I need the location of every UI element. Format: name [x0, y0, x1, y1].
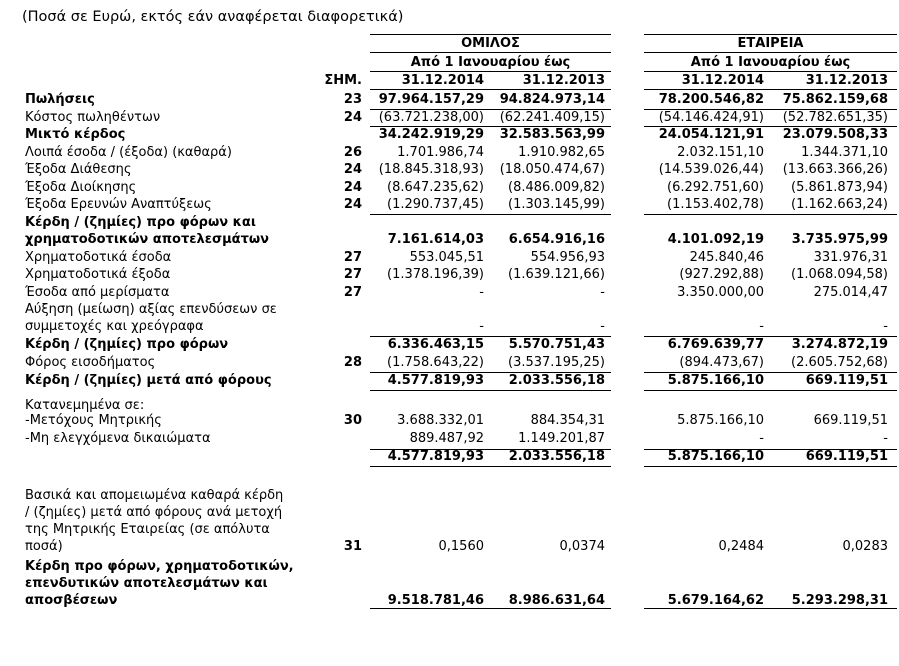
value-group-2014: 9.518.781,46 [387, 593, 484, 608]
row-label: Έσοδα από μερίσματα [25, 285, 170, 300]
value-group-2013: 1.149.201,87 [518, 431, 605, 446]
row-label: Αύξηση (μείωση) αξίας επενδύσεων σε [25, 302, 277, 317]
value-company-2013: 669.119,51 [805, 449, 888, 464]
row-label: Μικτό κέρδος [25, 127, 126, 142]
row-label: Κέρδη προ φόρων, χρηματοδοτικών, [25, 559, 294, 574]
value-company-2014: 245.840,46 [689, 250, 764, 265]
value-group-2014: (18.845.318,93) [378, 162, 484, 177]
value-group-2014: 4.577.819,93 [387, 449, 484, 464]
value-company-2014: (6.292.751,60) [667, 180, 764, 195]
row-label: ποσά) [25, 539, 63, 554]
row-label: Κέρδη / (ζημίες) προ φόρων [25, 337, 229, 352]
rule-line [644, 449, 897, 450]
row-label: συμμετοχές και χρεόγραφα [25, 319, 204, 334]
value-group-2014: 6.336.463,15 [387, 337, 484, 352]
row-label: Κόστος πωληθέντων [25, 110, 161, 125]
value-company-2013: 0,0283 [842, 539, 888, 554]
group-period: Από 1 Ιανουαρίου έως [410, 55, 571, 70]
company-year-2014: 31.12.2014 [681, 73, 764, 88]
rule-line [644, 466, 897, 467]
row-note: 23 [343, 92, 362, 107]
rule-line [644, 390, 897, 391]
value-company-2014: 5.875.166,10 [677, 413, 764, 428]
value-company-2013: 3.274.872,19 [791, 337, 888, 352]
value-group-2013: (1.303.145,99) [508, 197, 605, 212]
rule-line [370, 214, 611, 215]
row-label: / (ζημίες) μετά από φόρους ανά μετοχή [25, 505, 283, 520]
row-note: 27 [343, 285, 362, 300]
value-company-2013: 1.344.371,10 [801, 145, 888, 160]
value-company-2014: 5.875.166,10 [667, 373, 764, 388]
rule-line [370, 466, 611, 467]
value-group-2014: - [479, 319, 484, 334]
value-company-2013: 3.735.975,99 [791, 232, 888, 247]
value-company-2013: 23.079.508,33 [782, 127, 888, 142]
rule-line [644, 372, 897, 373]
value-company-2014: 5.875.166,10 [667, 449, 764, 464]
value-company-2014: - [759, 431, 764, 446]
value-group-2014: (1.378.196,39) [387, 267, 484, 282]
value-company-2014: 3.350.000,00 [677, 285, 764, 300]
company-header: ΕΤΑΙΡΕΙΑ [737, 36, 804, 51]
row-note: 27 [343, 267, 362, 282]
rule-line [370, 109, 611, 110]
row-label: Χρηματοδοτικά έσοδα [25, 250, 172, 265]
value-company-2014: (927.292,88) [679, 267, 764, 282]
value-group-2013: 2.033.556,18 [508, 373, 605, 388]
value-group-2013: (1.639.121,66) [508, 267, 605, 282]
value-company-2013: 669.119,51 [805, 373, 888, 388]
value-group-2013: - [600, 285, 605, 300]
value-group-2014: 553.045,51 [409, 250, 484, 265]
value-company-2014: (14.539.026,44) [658, 162, 764, 177]
group-year-2013: 31.12.2013 [522, 73, 605, 88]
value-company-2014: 6.769.639,77 [667, 337, 764, 352]
row-label: επενδυτικών αποτελεσμάτων και [25, 576, 268, 591]
rule-line [644, 126, 897, 127]
value-group-2013: (8.486.009,82) [508, 180, 605, 195]
value-company-2014: 24.054.121,91 [658, 127, 764, 142]
row-note: 24 [343, 110, 362, 125]
row-label: Βασικά και απομειωμένα καθαρά κέρδη [25, 488, 284, 503]
value-group-2013: 1.910.982,65 [518, 145, 605, 160]
row-label: Κατανεμημένα σε: [25, 398, 145, 413]
rule-line [370, 126, 611, 127]
row-label: Χρηματοδοτικά έξοδα [25, 267, 171, 282]
row-note: 27 [343, 250, 362, 265]
value-group-2013: 5.570.751,43 [508, 337, 605, 352]
value-group-2014: 97.964.157,29 [378, 92, 484, 107]
value-company-2014: (54.146.424,91) [658, 110, 764, 125]
value-group-2013: (3.537.195,25) [508, 355, 605, 370]
value-group-2014: 4.577.819,93 [387, 373, 484, 388]
value-group-2013: (18.050.474,67) [499, 162, 605, 177]
value-company-2013: 331.976,31 [813, 250, 888, 265]
value-company-2014: (1.153.402,78) [667, 197, 764, 212]
rule-line [644, 214, 897, 215]
value-group-2014: (1.758.643,22) [387, 355, 484, 370]
value-group-2014: - [479, 285, 484, 300]
row-label: -Μετόχους Μητρικής [25, 413, 162, 428]
value-company-2013: (52.782.651,35) [782, 110, 888, 125]
rule-line [370, 336, 611, 337]
value-group-2014: 889.487,92 [409, 431, 484, 446]
value-company-2014: 78.200.546,82 [658, 92, 764, 107]
value-company-2013: - [883, 431, 888, 446]
rule-line [370, 372, 611, 373]
value-company-2014: 4.101.092,19 [667, 232, 764, 247]
row-note: 31 [343, 539, 362, 554]
value-company-2013: 5.293.298,31 [791, 593, 888, 608]
row-note: 28 [343, 355, 362, 370]
value-company-2013: (1.068.094,58) [791, 267, 888, 282]
value-group-2014: (1.290.737,45) [387, 197, 484, 212]
note-column-header: ΣΗΜ. [324, 73, 362, 88]
row-label: Έξοδα Διοίκησης [25, 180, 137, 195]
value-company-2014: 5.679.164,62 [667, 593, 764, 608]
row-note: 30 [343, 413, 362, 428]
value-group-2013: 32.583.563,99 [499, 127, 605, 142]
value-group-2014: 34.242.919,29 [378, 127, 484, 142]
value-group-2013: 554.956,93 [530, 250, 605, 265]
value-company-2014: 0,2484 [718, 539, 764, 554]
row-label: Λοιπά έσοδα / (έξοδα) (καθαρά) [25, 145, 232, 160]
value-group-2014: (8.647.235,62) [387, 180, 484, 195]
rule-line [644, 336, 897, 337]
value-company-2013: 669.119,51 [813, 413, 888, 428]
row-label: αποσβέσεων [25, 593, 118, 608]
value-company-2013: (5.861.873,94) [791, 180, 888, 195]
value-group-2014: 1.701.986,74 [397, 145, 484, 160]
value-group-2013: 0,0374 [559, 539, 605, 554]
row-label: Κέρδη / (ζημίες) προ φόρων και [25, 215, 256, 230]
amounts-note: (Ποσά σε Ευρώ, εκτός εάν αναφέρεται διαφορετικά) [22, 9, 404, 25]
value-group-2014: 0,1560 [438, 539, 484, 554]
rule-line [644, 109, 897, 110]
rule-line [370, 449, 611, 450]
value-group-2013: 8.986.631,64 [508, 593, 605, 608]
value-company-2013: 75.862.159,68 [782, 92, 888, 107]
value-group-2013: 94.824.973,14 [499, 92, 605, 107]
value-company-2013: (13.663.366,26) [782, 162, 888, 177]
value-company-2013: (1.162.663,24) [791, 197, 888, 212]
value-group-2014: (63.721.238,00) [378, 110, 484, 125]
row-note: 24 [343, 180, 362, 195]
value-group-2013: - [600, 319, 605, 334]
value-group-2013: 2.033.556,18 [508, 449, 605, 464]
row-label: Έξοδα Ερευνών Αναπτύξεως [25, 197, 212, 212]
company-year-2013: 31.12.2013 [805, 73, 888, 88]
row-label: Πωλήσεις [25, 92, 95, 107]
rule-line [370, 390, 611, 391]
value-group-2014: 3.688.332,01 [397, 413, 484, 428]
row-label: Φόρος εισοδήματος [25, 355, 156, 370]
rule-line [644, 608, 897, 609]
value-company-2013: - [883, 319, 888, 334]
value-group-2013: 884.354,31 [530, 413, 605, 428]
value-company-2014: 2.032.151,10 [677, 145, 764, 160]
group-year-2014: 31.12.2014 [401, 73, 484, 88]
value-group-2014: 7.161.614,03 [387, 232, 484, 247]
value-group-2013: 6.654.916,16 [508, 232, 605, 247]
rule-line [370, 608, 611, 609]
row-label: της Μητρικής Εταιρείας (σε απόλυτα [25, 522, 270, 537]
value-company-2014: (894.473,67) [679, 355, 764, 370]
row-note: 26 [343, 145, 362, 160]
value-group-2013: (62.241.409,15) [499, 110, 605, 125]
row-label: Κέρδη / (ζημίες) μετά από φόρους [25, 373, 272, 388]
value-company-2013: (2.605.752,68) [791, 355, 888, 370]
row-label: Έξοδα Διάθεσης [25, 162, 132, 177]
row-label: -Μη ελεγχόμενα δικαιώματα [25, 431, 211, 446]
group-header: ΟΜΙΛΟΣ [461, 36, 520, 51]
row-label: χρηματοδοτικών αποτελεσμάτων [25, 232, 270, 247]
company-period: Από 1 Ιανουαρίου έως [690, 55, 851, 70]
value-company-2013: 275.014,47 [813, 285, 888, 300]
row-note: 24 [343, 162, 362, 177]
row-note: 24 [343, 197, 362, 212]
value-company-2014: - [759, 319, 764, 334]
